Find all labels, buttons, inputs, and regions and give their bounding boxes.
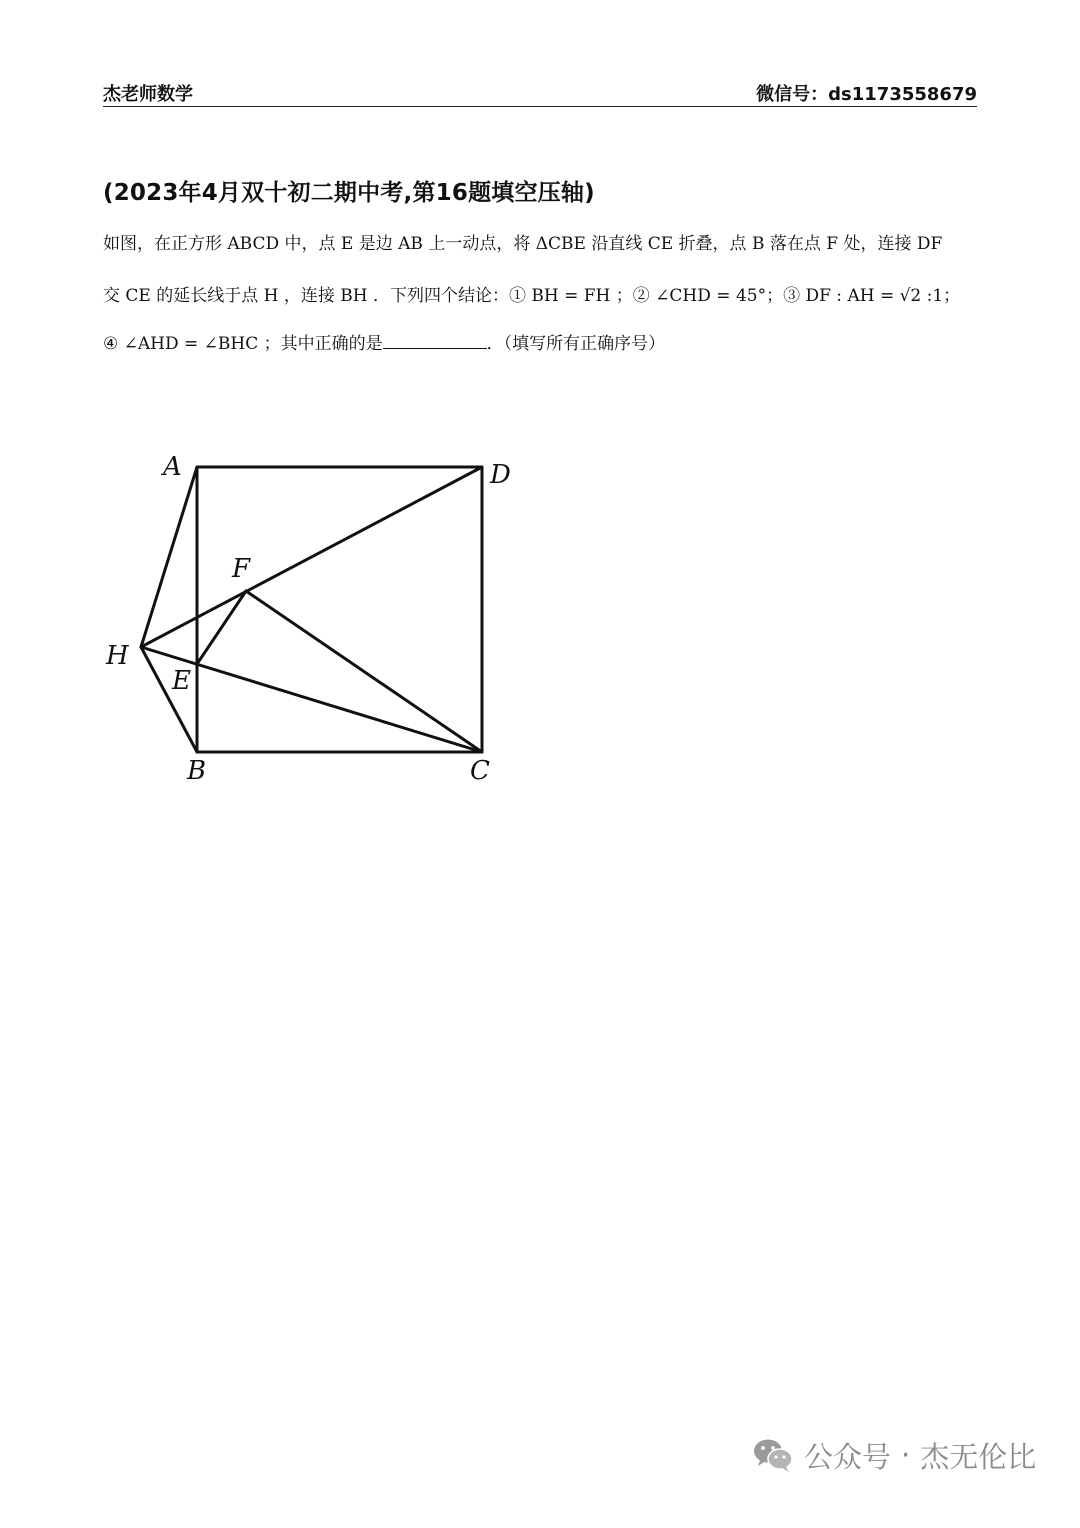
label-f: F (232, 554, 251, 584)
watermark (752, 1432, 1036, 1478)
geometry-figure (100, 445, 540, 795)
problem-title: (2023年4月双十初二期中考,第16题填空压轴) (103, 180, 595, 206)
problem-line-3 (103, 329, 983, 354)
label-e: E (172, 666, 191, 696)
watermark-label: 公众号 (804, 1439, 892, 1474)
segment-ef (197, 591, 246, 664)
wechat-icon (752, 1437, 794, 1473)
label-h: H (106, 641, 129, 671)
watermark-separator: · (901, 1438, 911, 1472)
label-a: A (163, 452, 182, 482)
segment-hc (141, 647, 482, 752)
segment-hd (141, 467, 482, 647)
header-wechat-id: 微信号：ds1173558679 (756, 84, 977, 105)
label-b: B (187, 756, 207, 786)
watermark-account: 杰无伦比 (920, 1439, 1037, 1474)
problem-line-2: 交 CE 的延长线于点 H ，连接 BH ．下列四个结论：① BH = FH ；② ∠CHD = 45°；③ DF : AH = √2 :1； (103, 286, 961, 306)
segment-ah (141, 467, 197, 647)
problem-line-1: 如图，在正方形 ABCD 中，点 E 是边 AB 上一动点，将 ΔCBE 沿直线 CE 折叠，点 B 落在点 F 处，连接 DF (103, 234, 943, 254)
label-c: C (470, 756, 490, 786)
answer-blank (383, 334, 487, 349)
page-header (103, 76, 977, 107)
label-d: D (490, 460, 511, 490)
header-author: 杰老师数学 (103, 84, 193, 105)
segment-fc (246, 591, 482, 752)
problem-line-3-tail: ．（填写所有正确序号） (486, 334, 666, 354)
problem-line-3-text: ④ ∠AHD = ∠BHC ；其中正确的是 (103, 334, 383, 354)
